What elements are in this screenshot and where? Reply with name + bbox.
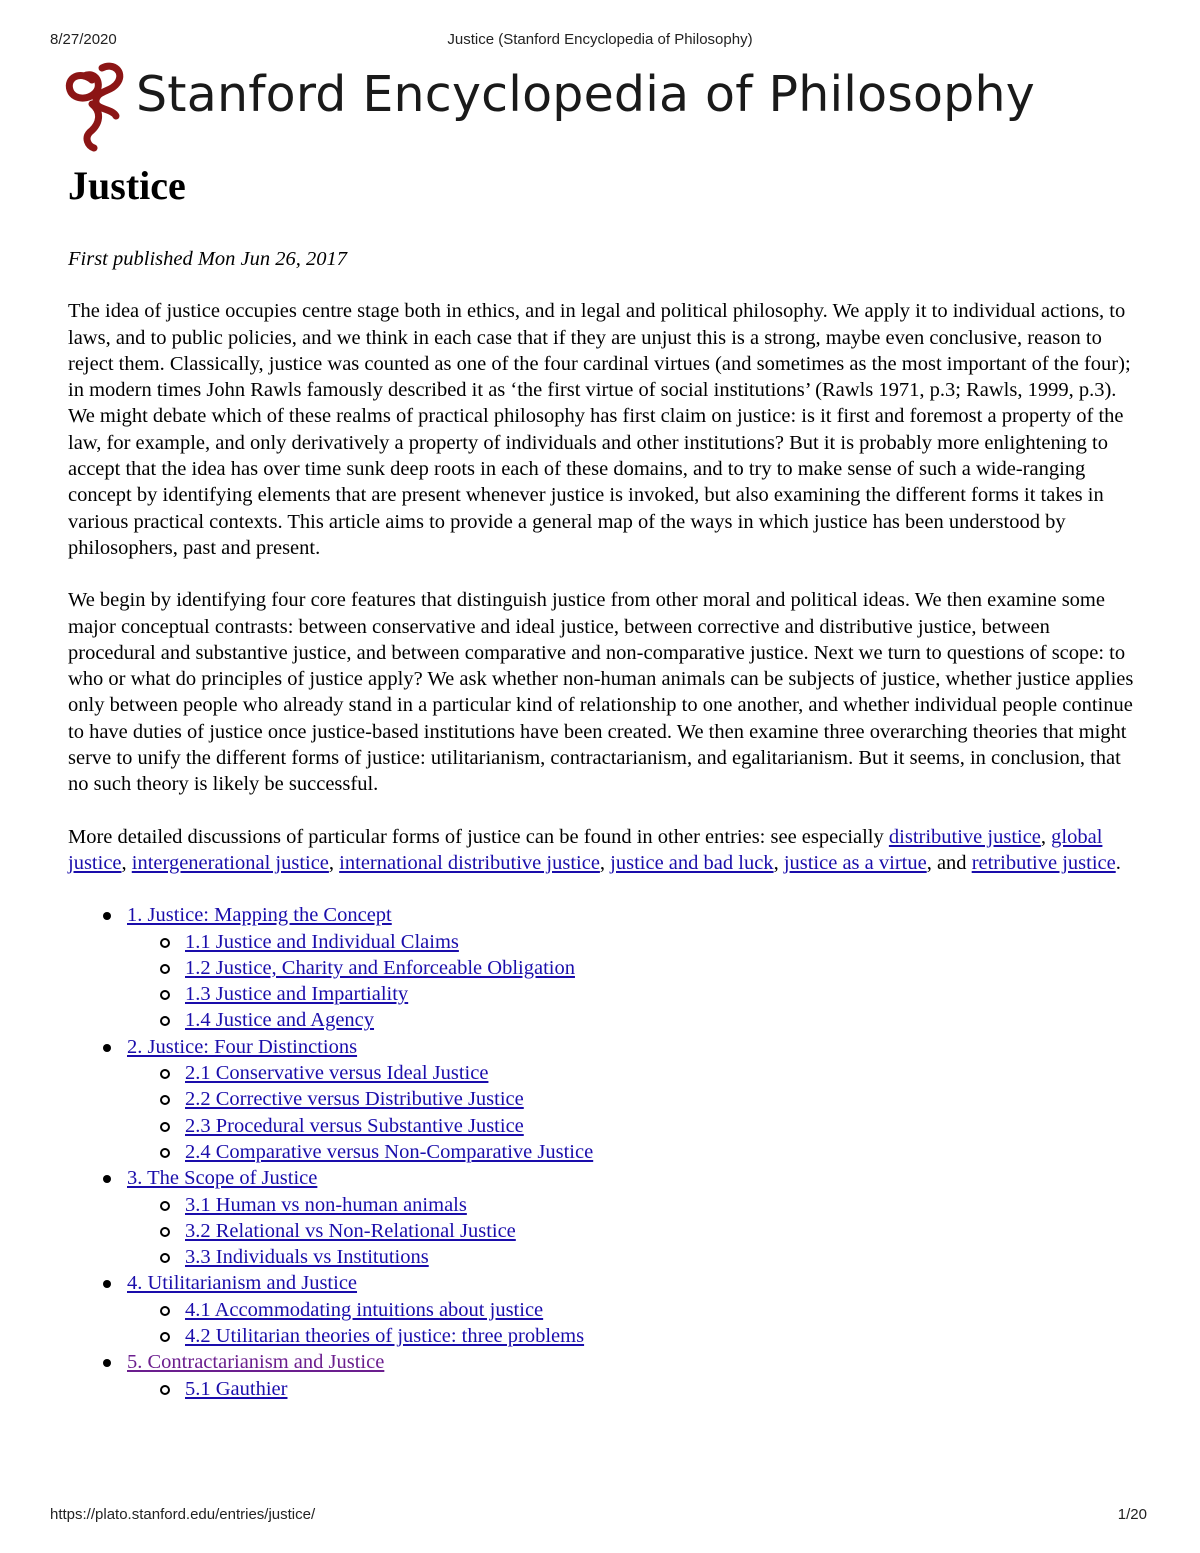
link-intergenerational-justice[interactable]: intergenerational justice bbox=[131, 851, 329, 874]
preamble-paragraph-2: We begin by identifying four core features that distinguish justice from other moral and political ideas. We then examine some major conceptual contrasts: between conservative and ideal justice, between corrective and distributive justice, between procedural and substantive justice, and between comparative and non-comparative justice. Next we turn to questions of scope: to who or what do principles of justice apply? We ask whether non-human animals can be subjects of justice, whether justice applies only between people who already stand in a particular kind of relationship to one another, and whether individual people continue to have duties of justice once justice-based institutions have been created. We then examine three overarching theories that might serve to unify the different forms of justice: utilitarianism, contractarianism, and egalitarianism. But it seems, in conclusion, that no such theory is likely be successful. bbox=[68, 589, 1134, 796]
print-footer bbox=[50, 1506, 1150, 1526]
site-name[interactable]: Stanford Encyclopedia of Philosophy bbox=[136, 66, 1035, 123]
link-global-justice[interactable]: global justice bbox=[68, 825, 1103, 874]
toc-link-2-2[interactable]: 2.2 Corrective versus Distributive Justice bbox=[185, 1088, 524, 1111]
toc-section bbox=[127, 1165, 1138, 1270]
toc-subsection bbox=[185, 1323, 1138, 1349]
toc-link-2-3[interactable]: 2.3 Procedural versus Substantive Justice bbox=[185, 1114, 524, 1137]
toc-link-3-1[interactable]: 3.1 Human vs non-human animals bbox=[185, 1193, 467, 1216]
link-separator: , bbox=[121, 851, 132, 874]
link-separator-and: , and bbox=[926, 851, 972, 874]
toc-subsection bbox=[185, 955, 1138, 981]
toc-subsection bbox=[185, 1192, 1138, 1218]
link-separator: , bbox=[773, 851, 784, 874]
toc-section bbox=[127, 1270, 1138, 1349]
toc-link-1-4[interactable]: 1.4 Justice and Agency bbox=[185, 1009, 375, 1032]
preamble-paragraph-1: The idea of justice occupies centre stage both in ethics, and in legal and political philosophy. We apply it to individual actions, to laws, and to public policies, and we think in each case that if they are unjust this is a strong, maybe even conclusive, reason to reject them. Classically, justice was counted as one of the four cardinal virtues (and sometimes as the most important of the four); in modern times John Rawls famously described it as ‘the first virtue of social institutions’ (Rawls 1971, p.3; Rawls, 1999, p.3). We might debate which of these realms of practical philosophy has first claim on justice: is it first and foremost a property of the law, for example, and only derivatively a property of individuals and other institutions? But it is probably more enlightening to accept that the idea has over time sunk deep roots in each of these domains, and to try to make sense of such a wide-ranging concept by identifying elements that are present whenever justice is invoked, but also examining the different forms it takes in various practical contexts. This article aims to provide a general map of the ways in which justice has been understood by philosophers, past and present. bbox=[68, 300, 1131, 559]
toc-link-2-1[interactable]: 2.1 Conservative versus Ideal Justice bbox=[185, 1062, 489, 1085]
toc-link-1-1[interactable]: 1.1 Justice and Individual Claims bbox=[185, 930, 459, 953]
toc-link-1-3[interactable]: 1.3 Justice and Impartiality bbox=[185, 983, 409, 1006]
publication-info: First published Mon Jun 26, 2017 bbox=[68, 248, 348, 270]
link-justice-as-a-virtue[interactable]: justice as a virtue bbox=[783, 851, 927, 874]
print-date: 8/27/2020 bbox=[50, 31, 117, 48]
paragraph-lead: More detailed discussions of particular forms of justice can be found in other entries: see especially bbox=[68, 825, 889, 848]
toc-subsection bbox=[185, 1218, 1138, 1244]
site-header[interactable] bbox=[62, 60, 1035, 152]
link-separator: , bbox=[599, 851, 611, 874]
table-of-contents bbox=[68, 902, 1138, 1402]
print-page-title: Justice (Stanford Encyclopedia of Philosophy) bbox=[447, 31, 753, 48]
link-retributive-justice[interactable]: retributive justice bbox=[971, 851, 1116, 874]
toc-subsection bbox=[185, 1060, 1138, 1086]
toc-section bbox=[127, 902, 1138, 1033]
toc-link-5[interactable]: 5. Contractarianism and Justice bbox=[127, 1351, 385, 1374]
link-international-distributive-justice[interactable]: international distributive justice bbox=[339, 851, 600, 874]
link-separator: , bbox=[1040, 825, 1052, 848]
print-header bbox=[50, 31, 1150, 51]
toc-section bbox=[127, 1349, 1138, 1402]
toc-subsection bbox=[185, 1007, 1138, 1033]
toc-link-2-4[interactable]: 2.4 Comparative versus Non-Comparative Justice bbox=[185, 1140, 594, 1163]
toc-link-5-1[interactable]: 5.1 Gauthier bbox=[185, 1377, 288, 1400]
toc-subsection bbox=[185, 1297, 1138, 1323]
toc-link-1-2[interactable]: 1.2 Justice, Charity and Enforceable Obligation bbox=[185, 956, 575, 979]
toc-subsection bbox=[185, 981, 1138, 1007]
preamble-paragraph-3 bbox=[68, 824, 1138, 877]
toc-link-3[interactable]: 3. The Scope of Justice bbox=[127, 1167, 318, 1190]
toc-subsection bbox=[185, 1139, 1138, 1165]
toc-section bbox=[127, 1034, 1138, 1165]
toc-subsection bbox=[185, 1113, 1138, 1139]
toc-link-2[interactable]: 2. Justice: Four Distinctions bbox=[127, 1035, 358, 1058]
toc-link-3-3[interactable]: 3.3 Individuals vs Institutions bbox=[185, 1246, 429, 1269]
toc-link-1[interactable]: 1. Justice: Mapping the Concept bbox=[127, 904, 392, 927]
toc-subsection bbox=[185, 1376, 1138, 1402]
article-content bbox=[68, 160, 1138, 1402]
print-url: https://plato.stanford.edu/entries/justice/ bbox=[50, 1506, 316, 1523]
toc-link-3-2[interactable]: 3.2 Relational vs Non-Relational Justice bbox=[185, 1219, 516, 1242]
print-page-number: 1/20 bbox=[1117, 1506, 1147, 1523]
toc-link-4[interactable]: 4. Utilitarianism and Justice bbox=[127, 1272, 358, 1295]
link-separator: , bbox=[328, 851, 340, 874]
link-justice-and-bad-luck[interactable]: justice and bad luck bbox=[610, 851, 774, 874]
paragraph-end: . bbox=[1115, 851, 1121, 874]
article-title: Justice bbox=[68, 163, 186, 208]
toc-link-4-1[interactable]: 4.1 Accommodating intuitions about justice bbox=[185, 1298, 544, 1321]
link-distributive-justice[interactable]: distributive justice bbox=[888, 825, 1041, 848]
toc-subsection bbox=[185, 929, 1138, 955]
toc-subsection bbox=[185, 1244, 1138, 1270]
toc-link-4-2[interactable]: 4.2 Utilitarian theories of justice: three problems bbox=[185, 1324, 585, 1347]
toc-subsection bbox=[185, 1086, 1138, 1112]
sep-logo-icon bbox=[62, 60, 126, 152]
